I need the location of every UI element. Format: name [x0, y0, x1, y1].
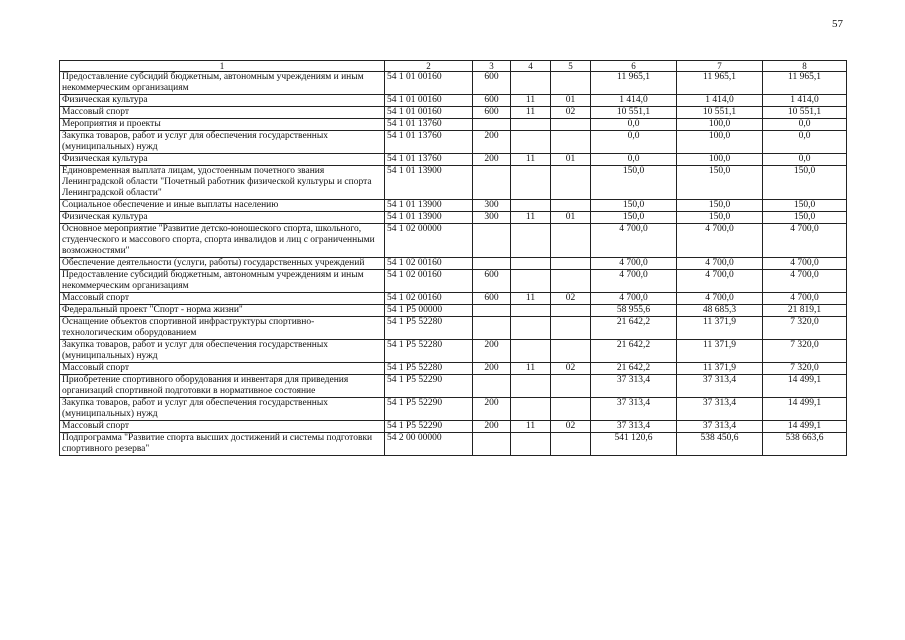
section-cell: 11 [511, 107, 551, 119]
amount-col8-cell: 0,0 [763, 154, 847, 166]
target-code-cell: 54 1 P5 52290 [385, 421, 473, 433]
expense-type-cell [473, 119, 511, 131]
table-row [60, 200, 847, 212]
subsection-cell [551, 200, 591, 212]
target-code-cell: 54 1 P5 52280 [385, 317, 473, 340]
amount-col6-cell: 150,0 [591, 212, 677, 224]
target-code-cell: 54 1 01 00160 [385, 72, 473, 95]
amount-col7-cell: 37 313,4 [677, 375, 763, 398]
row-name-cell: Массовый спорт [60, 293, 385, 305]
subsection-cell: 02 [551, 363, 591, 375]
amount-col7-cell: 100,0 [677, 131, 763, 154]
amount-col7-cell: 100,0 [677, 154, 763, 166]
amount-col6-cell: 4 700,0 [591, 293, 677, 305]
section-cell [511, 340, 551, 363]
expense-type-cell [473, 166, 511, 200]
amount-col8-cell: 11 965,1 [763, 72, 847, 95]
table-row [60, 340, 847, 363]
table-row [60, 154, 847, 166]
amount-col8-cell: 4 700,0 [763, 224, 847, 258]
target-code-cell: 54 2 00 00000 [385, 433, 473, 456]
section-cell: 11 [511, 363, 551, 375]
table-row [60, 212, 847, 224]
table-row [60, 224, 847, 258]
amount-col6-cell: 37 313,4 [591, 375, 677, 398]
row-name-cell: Подпрограмма "Развитие спорта высших достижений и системы подготовки спортивного резерва" [60, 433, 385, 456]
section-cell [511, 305, 551, 317]
amount-col6-cell: 1 414,0 [591, 95, 677, 107]
amount-col8-cell: 538 663,6 [763, 433, 847, 456]
amount-col8-cell: 7 320,0 [763, 363, 847, 375]
row-name-cell: Обеспечение деятельности (услуги, работы) государственных учреждений [60, 258, 385, 270]
section-cell [511, 72, 551, 95]
table-row [60, 305, 847, 317]
section-cell [511, 398, 551, 421]
amount-col7-cell: 538 450,6 [677, 433, 763, 456]
amount-col7-cell: 100,0 [677, 119, 763, 131]
table-row [60, 317, 847, 340]
subsection-cell [551, 317, 591, 340]
row-name-cell: Массовый спорт [60, 363, 385, 375]
row-name-cell: Мероприятия и проекты [60, 119, 385, 131]
amount-col6-cell: 11 965,1 [591, 72, 677, 95]
amount-col6-cell: 10 551,1 [591, 107, 677, 119]
section-cell [511, 224, 551, 258]
amount-col7-cell: 150,0 [677, 166, 763, 200]
amount-col8-cell: 14 499,1 [763, 421, 847, 433]
table-row [60, 131, 847, 154]
amount-col6-cell: 21 642,2 [591, 317, 677, 340]
col-header-1: 1 [60, 61, 385, 72]
row-name-cell: Социальное обеспечение и иные выплаты населению [60, 200, 385, 212]
row-name-cell: Основное мероприятие "Развитие детско-юношеского спорта, школьного, студенческого и массового спорта, спорта инвалидов и лиц с ограниченными возможностями" [60, 224, 385, 258]
amount-col7-cell: 11 371,9 [677, 340, 763, 363]
expense-type-cell: 300 [473, 212, 511, 224]
subsection-cell [551, 270, 591, 293]
section-cell [511, 258, 551, 270]
amount-col8-cell: 4 700,0 [763, 258, 847, 270]
subsection-cell [551, 72, 591, 95]
amount-col6-cell: 4 700,0 [591, 270, 677, 293]
target-code-cell: 54 1 02 00000 [385, 224, 473, 258]
section-cell [511, 119, 551, 131]
row-name-cell: Предоставление субсидий бюджетным, автономным учреждениям и иным некоммерческим организациям [60, 72, 385, 95]
row-name-cell: Физическая культура [60, 154, 385, 166]
amount-col8-cell: 7 320,0 [763, 340, 847, 363]
row-name-cell: Единовременная выплата лицам, удостоенным почетного звания Ленинградской области "Почетный работник физической культуры и спорта Ленинградской области" [60, 166, 385, 200]
col-header-7: 7 [677, 61, 763, 72]
amount-col6-cell: 4 700,0 [591, 258, 677, 270]
row-name-cell: Закупка товаров, работ и услуг для обеспечения государственных (муниципальных) нужд [60, 340, 385, 363]
target-code-cell: 54 1 P5 52290 [385, 375, 473, 398]
amount-col7-cell: 4 700,0 [677, 224, 763, 258]
section-cell [511, 166, 551, 200]
budget-table [59, 60, 847, 456]
table-row [60, 166, 847, 200]
target-code-cell: 54 1 01 00160 [385, 107, 473, 119]
target-code-cell: 54 1 01 00160 [385, 95, 473, 107]
row-name-cell: Приобретение спортивного оборудования и инвентаря для приведения организаций спортивной подготовки в нормативное состояние [60, 375, 385, 398]
target-code-cell: 54 1 02 00160 [385, 270, 473, 293]
target-code-cell: 54 1 01 13900 [385, 200, 473, 212]
table-body [60, 72, 847, 456]
subsection-cell: 02 [551, 107, 591, 119]
target-code-cell: 54 1 02 00160 [385, 258, 473, 270]
amount-col8-cell: 150,0 [763, 166, 847, 200]
row-name-cell: Закупка товаров, работ и услуг для обеспечения государственных (муниципальных) нужд [60, 131, 385, 154]
expense-type-cell: 600 [473, 72, 511, 95]
expense-type-cell: 600 [473, 270, 511, 293]
table-row [60, 433, 847, 456]
target-code-cell: 54 1 P5 52290 [385, 398, 473, 421]
row-name-cell: Предоставление субсидий бюджетным, автономным учреждениям и иным некоммерческим организациям [60, 270, 385, 293]
expense-type-cell [473, 258, 511, 270]
amount-col8-cell: 150,0 [763, 200, 847, 212]
amount-col7-cell: 4 700,0 [677, 293, 763, 305]
amount-col6-cell: 4 700,0 [591, 224, 677, 258]
amount-col7-cell: 150,0 [677, 200, 763, 212]
subsection-cell: 01 [551, 154, 591, 166]
col-header-6: 6 [591, 61, 677, 72]
subsection-cell [551, 375, 591, 398]
section-cell: 11 [511, 212, 551, 224]
section-cell: 11 [511, 95, 551, 107]
table-row [60, 293, 847, 305]
amount-col6-cell: 37 313,4 [591, 398, 677, 421]
amount-col7-cell: 150,0 [677, 212, 763, 224]
col-header-8: 8 [763, 61, 847, 72]
page-number: 57 [832, 18, 843, 30]
amount-col8-cell: 1 414,0 [763, 95, 847, 107]
amount-col6-cell: 0,0 [591, 119, 677, 131]
amount-col7-cell: 11 965,1 [677, 72, 763, 95]
expense-type-cell: 600 [473, 95, 511, 107]
amount-col8-cell: 4 700,0 [763, 270, 847, 293]
row-name-cell: Физическая культура [60, 95, 385, 107]
amount-col8-cell: 4 700,0 [763, 293, 847, 305]
amount-col8-cell: 14 499,1 [763, 375, 847, 398]
expense-type-cell [473, 433, 511, 456]
table-row [60, 363, 847, 375]
amount-col6-cell: 541 120,6 [591, 433, 677, 456]
subsection-cell [551, 119, 591, 131]
table-row [60, 270, 847, 293]
amount-col7-cell: 37 313,4 [677, 398, 763, 421]
expense-type-cell [473, 224, 511, 258]
expense-type-cell: 600 [473, 107, 511, 119]
amount-col7-cell: 4 700,0 [677, 270, 763, 293]
amount-col8-cell: 150,0 [763, 212, 847, 224]
amount-col6-cell: 58 955,6 [591, 305, 677, 317]
target-code-cell: 54 1 01 13900 [385, 212, 473, 224]
section-cell [511, 270, 551, 293]
subsection-cell: 02 [551, 293, 591, 305]
target-code-cell: 54 1 P5 52280 [385, 363, 473, 375]
col-header-2: 2 [385, 61, 473, 72]
col-header-3: 3 [473, 61, 511, 72]
amount-col6-cell: 150,0 [591, 200, 677, 212]
table-row [60, 258, 847, 270]
amount-col7-cell: 11 371,9 [677, 317, 763, 340]
table-row [60, 119, 847, 131]
expense-type-cell [473, 317, 511, 340]
section-cell [511, 433, 551, 456]
target-code-cell: 54 1 01 13760 [385, 131, 473, 154]
amount-col8-cell: 0,0 [763, 119, 847, 131]
target-code-cell: 54 1 02 00160 [385, 293, 473, 305]
col-header-4: 4 [511, 61, 551, 72]
target-code-cell: 54 1 01 13760 [385, 154, 473, 166]
table-row [60, 72, 847, 95]
amount-col6-cell: 37 313,4 [591, 421, 677, 433]
amount-col7-cell: 11 371,9 [677, 363, 763, 375]
amount-col6-cell: 0,0 [591, 131, 677, 154]
expense-type-cell: 300 [473, 200, 511, 212]
table-row [60, 107, 847, 119]
subsection-cell [551, 258, 591, 270]
amount-col7-cell: 10 551,1 [677, 107, 763, 119]
subsection-cell: 01 [551, 212, 591, 224]
amount-col8-cell: 7 320,0 [763, 317, 847, 340]
row-name-cell: Массовый спорт [60, 107, 385, 119]
expense-type-cell: 200 [473, 340, 511, 363]
subsection-cell [551, 433, 591, 456]
expense-type-cell: 600 [473, 293, 511, 305]
amount-col6-cell: 150,0 [591, 166, 677, 200]
amount-col7-cell: 48 685,3 [677, 305, 763, 317]
expense-type-cell [473, 375, 511, 398]
row-name-cell: Федеральный проект "Спорт - норма жизни" [60, 305, 385, 317]
target-code-cell: 54 1 01 13900 [385, 166, 473, 200]
table-row [60, 375, 847, 398]
target-code-cell: 54 1 01 13760 [385, 119, 473, 131]
table-header [60, 61, 847, 72]
section-cell [511, 375, 551, 398]
col-header-5: 5 [551, 61, 591, 72]
subsection-cell [551, 305, 591, 317]
subsection-cell [551, 398, 591, 421]
subsection-cell: 02 [551, 421, 591, 433]
section-cell [511, 200, 551, 212]
target-code-cell: 54 1 P5 00000 [385, 305, 473, 317]
amount-col7-cell: 4 700,0 [677, 258, 763, 270]
amount-col7-cell: 37 313,4 [677, 421, 763, 433]
subsection-cell [551, 224, 591, 258]
section-cell: 11 [511, 154, 551, 166]
row-name-cell: Физическая культура [60, 212, 385, 224]
amount-col8-cell: 0,0 [763, 131, 847, 154]
amount-col6-cell: 21 642,2 [591, 340, 677, 363]
amount-col6-cell: 21 642,2 [591, 363, 677, 375]
row-name-cell: Закупка товаров, работ и услуг для обеспечения государственных (муниципальных) нужд [60, 398, 385, 421]
expense-type-cell: 200 [473, 421, 511, 433]
section-cell [511, 131, 551, 154]
expense-type-cell: 200 [473, 131, 511, 154]
row-name-cell: Массовый спорт [60, 421, 385, 433]
subsection-cell [551, 166, 591, 200]
amount-col8-cell: 14 499,1 [763, 398, 847, 421]
row-name-cell: Оснащение объектов спортивной инфраструктуры спортивно-технологическим оборудованием [60, 317, 385, 340]
subsection-cell [551, 131, 591, 154]
table-row [60, 398, 847, 421]
expense-type-cell: 200 [473, 398, 511, 421]
table-row [60, 421, 847, 433]
amount-col8-cell: 21 819,1 [763, 305, 847, 317]
table-row [60, 95, 847, 107]
amount-col7-cell: 1 414,0 [677, 95, 763, 107]
amount-col8-cell: 10 551,1 [763, 107, 847, 119]
section-cell: 11 [511, 421, 551, 433]
subsection-cell [551, 340, 591, 363]
expense-type-cell: 200 [473, 363, 511, 375]
expense-type-cell: 200 [473, 154, 511, 166]
amount-col6-cell: 0,0 [591, 154, 677, 166]
subsection-cell: 01 [551, 95, 591, 107]
section-cell: 11 [511, 293, 551, 305]
expense-type-cell [473, 305, 511, 317]
section-cell [511, 317, 551, 340]
target-code-cell: 54 1 P5 52280 [385, 340, 473, 363]
